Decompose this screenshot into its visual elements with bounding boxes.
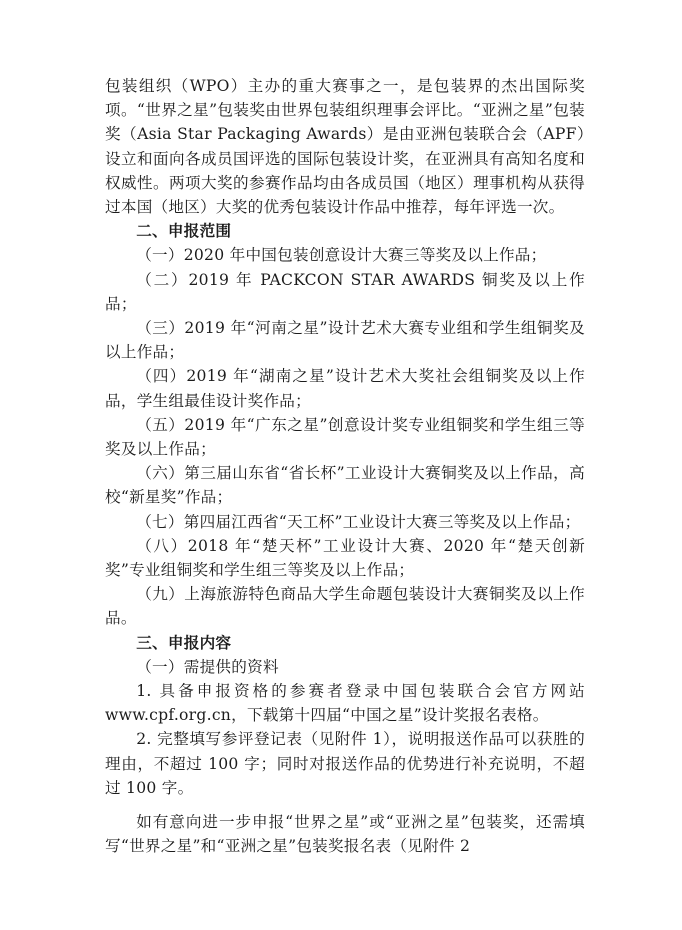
section-heading-scope: 二、申报范围 <box>136 222 232 241</box>
materials-paragraph-1: 1. 具备申报资格的参赛者登录中国包装联合会官方网站www.cpf.org.cn，下载第十四届“中国之星”设计奖报名表格。 <box>105 682 585 725</box>
subheading-materials: （一）需提供的资料 <box>136 657 279 676</box>
scope-item-4: （四）2019 年“湖南之星”设计艺术大奖社会组铜奖及以上作品，学生组最佳设计奖作品； <box>105 367 585 410</box>
scope-item-6: （六）第三届山东省“省长杯”工业设计大赛铜奖及以上作品，高校“新星奖”作品； <box>105 464 585 507</box>
paragraph-gap <box>105 800 585 810</box>
scope-item-2: （二）2019 年 PACKCON STAR AWARDS 铜奖及以上作品； <box>105 270 585 313</box>
materials-paragraph-2: 2. 完整填写参评登记表（见附件 1），说明报送作品可以获胜的理由，不超过 100 字；同时对报送作品的优势进行补充说明，不超过 100 字。 <box>105 730 585 797</box>
scope-item-3: （三）2019 年“河南之星”设计艺术大赛专业组和学生组铜奖及以上作品； <box>105 319 585 362</box>
scope-item-9: （九）上海旅游特色商品大学生命题包装设计大赛铜奖及以上作品。 <box>105 585 585 628</box>
intro-paragraph: 包装组织（WPO）主办的重大赛事之一，是包装界的杰出国际奖项。“世界之星”包装奖由世界包装组织理事会评比。“亚洲之星”包装奖（Asia Star Packaging Awards）是由亚洲包装联合会（APF）设立和面向各成员国评选的国际包装设计奖，在亚洲具有高知名度和权威性。两项大奖的参赛作品均由各成员国（地区）理事机构从获得过本国（地区）大奖的优秀包装设计作品中推荐，每年评选一次。 <box>105 77 585 217</box>
scope-item-1: （一）2020 年中国包装创意设计大赛三等奖及以上作品； <box>136 246 547 265</box>
materials-paragraph-3: 如有意向进一步申报“世界之星”或“亚洲之星”包装奖，还需填写“世界之星”和“亚洲之星”包装奖报名表（见附件 2 <box>105 813 585 856</box>
scope-item-7: （七）第四届江西省“天工杯”工业设计大赛三等奖及以上作品； <box>136 512 581 531</box>
document-body <box>105 74 585 859</box>
scope-item-5: （五）2019 年“广东之星”创意设计奖专业组铜奖和学生组三等奖及以上作品； <box>105 415 585 459</box>
scope-item-8: （八）2018 年“楚天杯”工业设计大赛、2020 年“楚天创新奖”专业组铜奖和学生组三等奖及以上作品； <box>105 536 585 580</box>
section-heading-content: 三、申报内容 <box>136 633 232 652</box>
